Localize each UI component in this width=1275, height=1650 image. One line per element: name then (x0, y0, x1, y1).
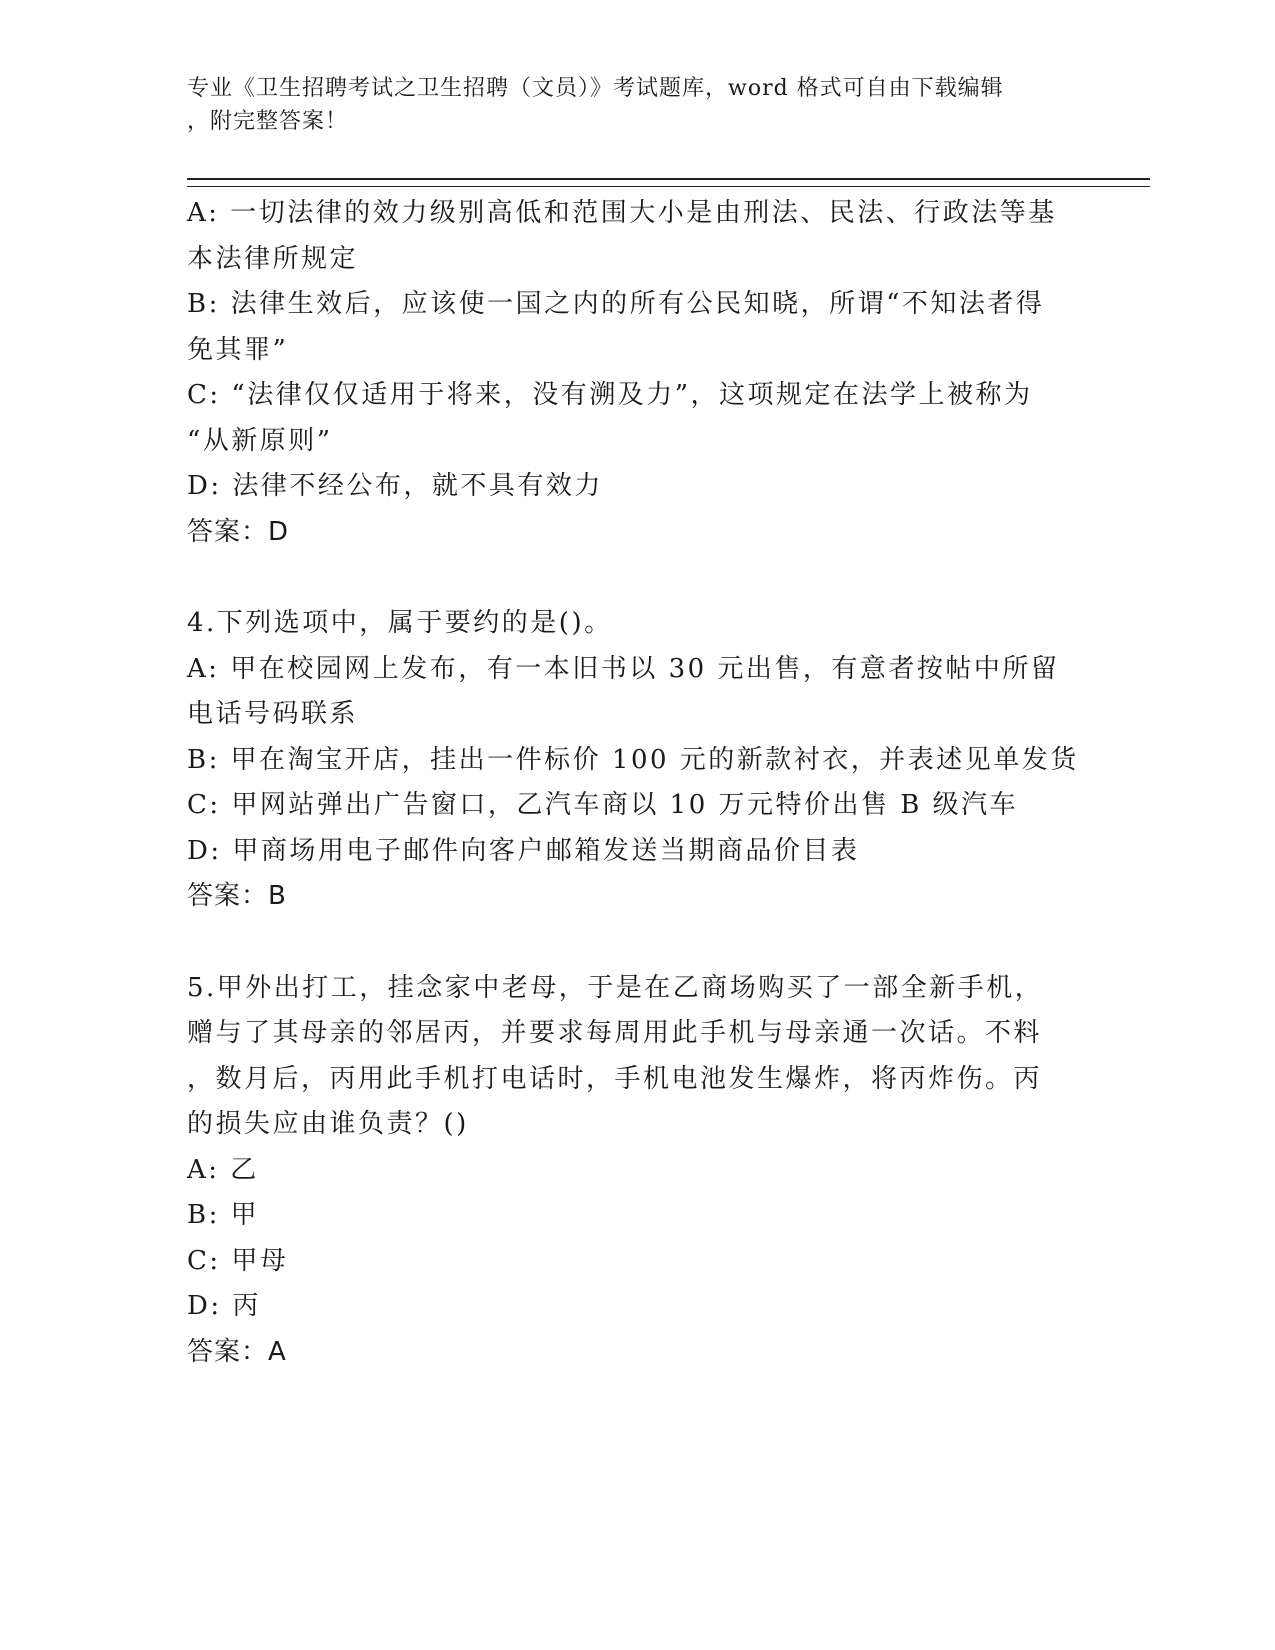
option-a: A: 乙 (187, 1154, 259, 1185)
answer-label: 答案：B (187, 881, 287, 911)
answer-label: 答案：A (187, 1336, 287, 1367)
option-b-line-1: B: 法律生效后，应该使一国之内的所有公民知晓，所谓“不知法者得 (187, 289, 1045, 319)
option-a (187, 191, 1072, 282)
option-d: D: 甲商场用电子邮件向客户邮箱发送当期商品价目表 (187, 835, 860, 866)
answer-label: 答案：D (187, 516, 290, 547)
spacer (187, 920, 1072, 966)
option-d (187, 464, 1072, 510)
stem-line-1: 5.甲外出打工，挂念家中老母，于是在乙商场购买了一部全新手机， (187, 972, 1044, 1003)
option-b: B: 甲在淘宝开店，挂出一件标价 100 元的新款衬衣，并表述见单发货 (187, 744, 1079, 775)
stem-line-4: 的损失应由谁负责？() (187, 1109, 469, 1139)
option-a-line-2: 电话号码联系 (187, 699, 359, 729)
question-5 (187, 966, 1072, 1376)
option-d: D: 丙 (187, 1291, 261, 1321)
option-c (187, 373, 1072, 464)
option-b: B: 甲 (187, 1200, 260, 1230)
question-stem (187, 966, 1072, 1148)
option-b (187, 282, 1072, 373)
option-c-line-1: C: “法律仅仅适用于将来，没有溯及力”，这项规定在法学上被称为 (187, 380, 1033, 410)
question-4 (187, 601, 1079, 920)
header-line-2: ，附完整答案！ (187, 109, 349, 134)
document-header (187, 72, 1067, 138)
option-a (187, 647, 1072, 738)
option-a-line-1: A: 甲在校园网上发布，有一本旧书以 30 元出售，有意者按帖中所留 (187, 653, 1060, 684)
option-b-line-2: 免其罪” (187, 334, 289, 365)
option-c-line-2: “从新原则” (187, 425, 333, 456)
question-content (187, 191, 1079, 1375)
question-stem: 4.下列选项中，属于要约的是()。 (187, 608, 613, 638)
header-line-1: 专业《卫生招聘考试之卫生招聘（文员）》考试题库，word 格式可自由下载编辑 (187, 76, 1004, 101)
stem-line-3: ，数月后，丙用此手机打电话时，手机电池发生爆炸，将丙炸伤。丙 (187, 1063, 1043, 1094)
question-3 (187, 191, 1072, 555)
option-a-line-1: A: 一切法律的效力级别高低和范围大小是由刑法、民法、行政法等基 (187, 198, 1057, 228)
option-c: C: 甲母 (187, 1245, 289, 1276)
header-divider (187, 178, 1150, 187)
option-a-line-2: 本法律所规定 (187, 243, 359, 274)
option-d-line-1: D: 法律不经公布，就不具有效力 (187, 471, 603, 501)
option-c: C: 甲网站弹出广告窗口，乙汽车商以 10 万元特价出售 B 级汽车 (187, 790, 1019, 820)
stem-line-2: 赠与了其母亲的邻居丙，并要求每周用此手机与母亲通一次话。不料 (187, 1018, 1043, 1048)
spacer (187, 555, 1072, 601)
